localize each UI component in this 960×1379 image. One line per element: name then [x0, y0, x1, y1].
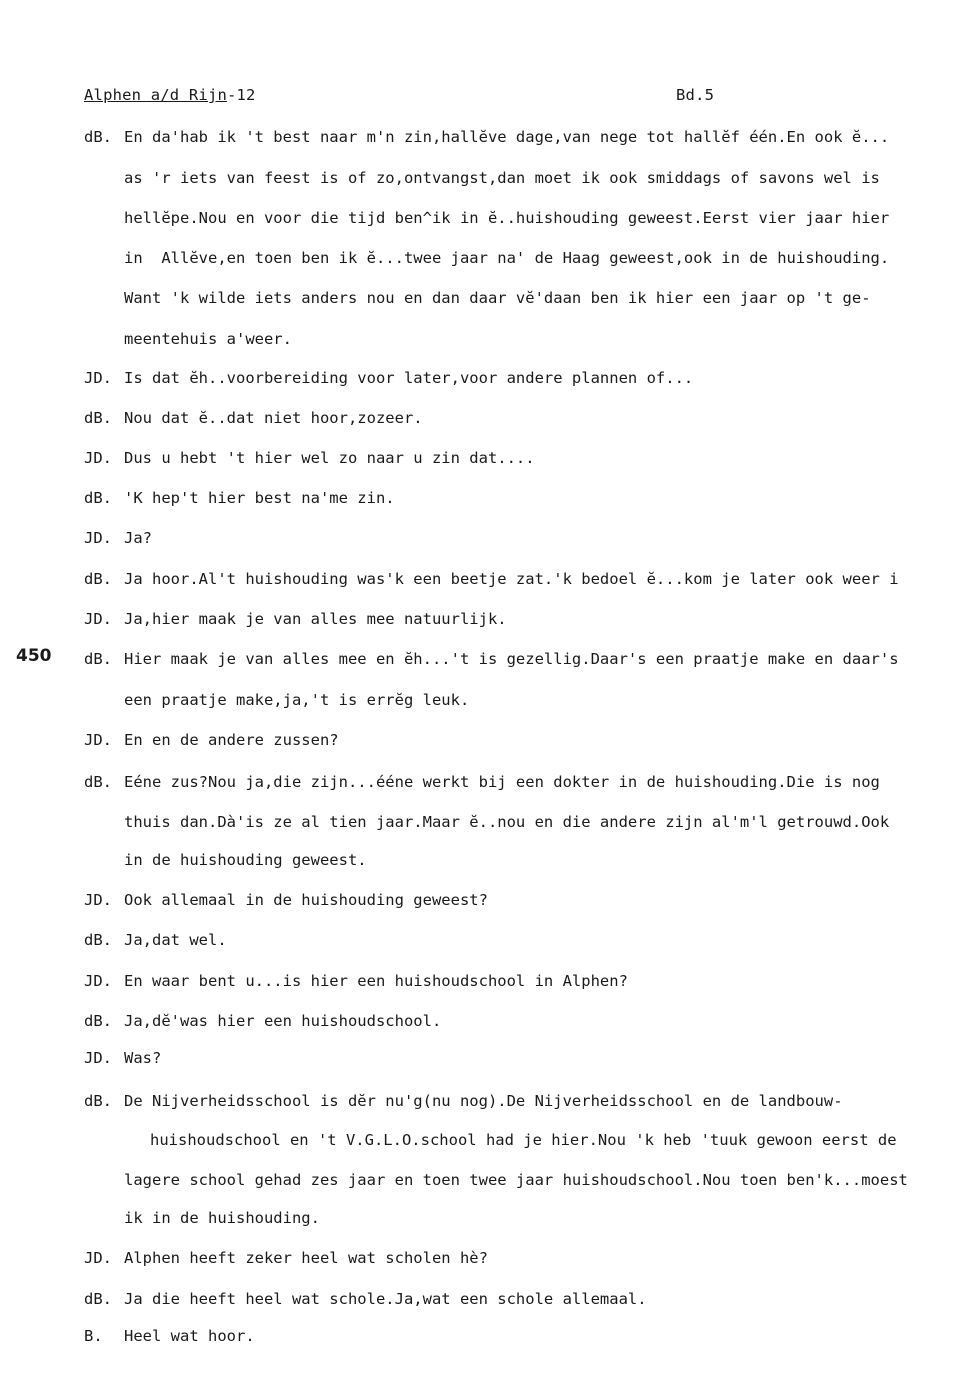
line-text: Is dat ĕh..voorbereiding voor later,voor andere plannen of...: [124, 369, 694, 387]
speaker-label: dB.: [84, 1290, 112, 1308]
header-place-name: Alphen a/d Rijn: [84, 86, 227, 104]
speaker-label: JD.: [84, 449, 112, 467]
line-text: Ja die heeft heel wat schole.Ja,wat een schole allemaal.: [124, 1290, 647, 1308]
line-text: Ook allemaal in de huishouding geweest?: [124, 891, 488, 909]
line-text: Eéne zus?Nou ja,die zijn...ééne werkt bij een dokter in de huishouding.Die is nog: [124, 773, 880, 791]
line-text: Dus u hebt 't hier wel zo naar u zin dat....: [124, 449, 535, 467]
margin-note: 450: [16, 646, 52, 666]
line-text: Was?: [124, 1049, 162, 1067]
speaker-label: dB.: [84, 1092, 112, 1110]
speaker-label: JD.: [84, 529, 112, 547]
line-text: lagere school gehad zes jaar en toen twee jaar huishoudschool.Nou toen ben'k...moest: [124, 1171, 908, 1189]
line-text: Ja,hier maak je van alles mee natuurlijk.: [124, 610, 507, 628]
line-text: En en de andere zussen?: [124, 731, 339, 749]
speaker-label: dB.: [84, 128, 112, 146]
speaker-label: JD.: [84, 610, 112, 628]
line-text: Heel wat hoor.: [124, 1327, 255, 1345]
speaker-label: JD.: [84, 369, 112, 387]
line-text: in de huishouding geweest.: [124, 851, 367, 869]
speaker-label: dB.: [84, 650, 112, 668]
line-text: De Nijverheidsschool is dĕr nu'g(nu nog).De Nijverheidsschool en de landbouw-: [124, 1092, 843, 1110]
line-text: hellĕpe.Nou en voor die tijd ben^ik in ĕ..huishouding geweest.Eerst vier jaar hier: [124, 209, 890, 227]
speaker-label: JD.: [84, 891, 112, 909]
line-text: thuis dan.Dà'is ze al tien jaar.Maar ĕ..nou en die andere zijn al'm'l getrouwd.Ook: [124, 813, 890, 831]
line-text: Ja,dĕ'was hier een huishoudschool.: [124, 1012, 442, 1030]
speaker-label: JD.: [84, 1249, 112, 1267]
line-text: huishoudschool en 't V.G.L.O.school had je hier.Nou 'k heb 'tuuk gewoon eerst de: [150, 1131, 897, 1149]
line-text: Hier maak je van alles mee en ĕh...'t is gezellig.Daar's een praatje make en daar's: [124, 650, 899, 668]
speaker-label: JD.: [84, 972, 112, 990]
line-text: Ja hoor.Al't huishouding was'k een beetje zat.'k bedoel ĕ...kom je later ook weer i: [124, 570, 899, 588]
header-tape: Bd.5: [676, 86, 715, 104]
header-place: [84, 86, 256, 104]
speaker-label: dB.: [84, 489, 112, 507]
speaker-label: B.: [84, 1327, 103, 1345]
line-text: in Allĕve,en toen ben ik ĕ...twee jaar na' de Haag geweest,ook in de huishouding.: [124, 249, 890, 267]
line-text: Ja?: [124, 529, 152, 547]
speaker-label: dB.: [84, 570, 112, 588]
line-text: Nou dat ĕ..dat niet hoor,zozeer.: [124, 409, 423, 427]
line-text: as 'r iets van feest is of zo,ontvangst,dan moet ik ook smiddags of savons wel is: [124, 169, 880, 187]
speaker-label: dB.: [84, 773, 112, 791]
speaker-label: dB.: [84, 931, 112, 949]
line-text: 'K hep't hier best na'me zin.: [124, 489, 395, 507]
line-text: een praatje make,ja,'t is errĕg leuk.: [124, 691, 470, 709]
line-text: Ja,dat wel.: [124, 931, 227, 949]
line-text: ik in de huishouding.: [124, 1209, 320, 1227]
line-text: En waar bent u...is hier een huishoudschool in Alphen?: [124, 972, 628, 990]
speaker-label: JD.: [84, 1049, 112, 1067]
line-text: meentehuis a'weer.: [124, 330, 292, 348]
header-place-suffix: -12: [226, 86, 256, 104]
line-text: Alphen heeft zeker heel wat scholen hè?: [124, 1249, 488, 1267]
line-text: Want 'k wilde iets anders nou en dan daar vĕ'daan ben ik hier een jaar op 't ge-: [124, 289, 871, 307]
speaker-label: JD.: [84, 731, 112, 749]
speaker-label: dB.: [84, 409, 112, 427]
speaker-label: dB.: [84, 1012, 112, 1030]
line-text: En da'hab ik 't best naar m'n zin,hallĕve dage,van nege tot hallĕf één.En ook ĕ...: [124, 128, 890, 146]
